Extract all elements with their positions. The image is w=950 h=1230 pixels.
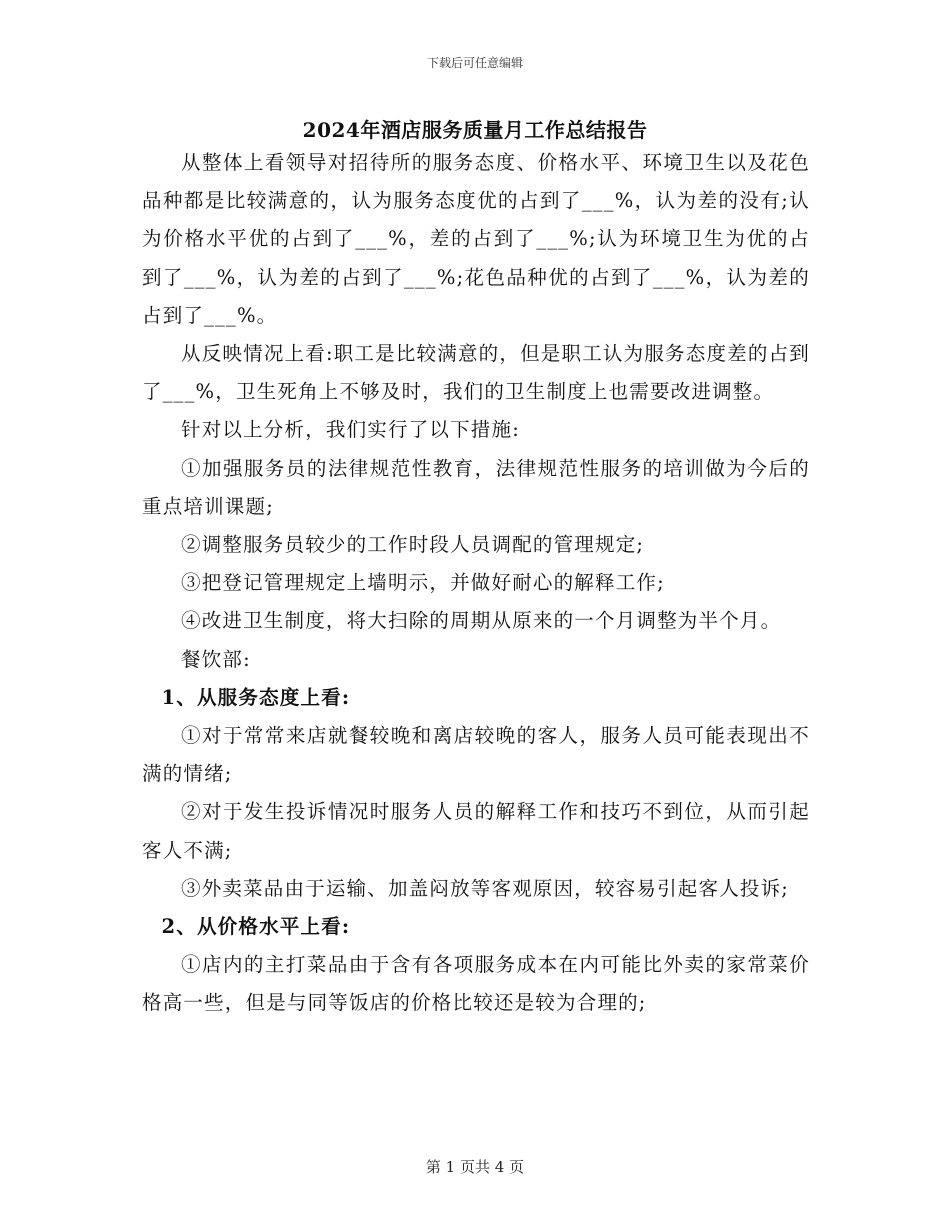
paragraph-measure-1: ①加强服务员的法律规范性教育，法律规范性服务的培训做为今后的重点培训课题; xyxy=(142,456,810,518)
paragraph-overall-evaluation: 从整体上看领导对招待所的服务态度、价格水平、环境卫生以及花色品种都是比较满意的，认为服务态度优的占到了___%，认为差的没有;认为价格水平优的占到了___%，差的占到了___%;认为环境卫生为优的占到了___%，认为差的占到了___%;花色品种优的占到了___%，认为差的占到了___%。 xyxy=(142,151,810,327)
paragraph-measure-4: ④改进卫生制度，将大扫除的周期从原来的一个月调整为半个月。 xyxy=(181,609,782,633)
paragraph-attitude-3: ③外卖菜品由于运输、加盖闷放等客观原因，较容易引起客人投诉; xyxy=(181,876,790,900)
heading-price-level: 2、从价格水平上看: xyxy=(161,915,351,939)
paragraph-feedback: 从反映情况上看:职工是比较满意的，但是职工认为服务态度差的占到了___%，卫生死角上不够及时，我们的卫生制度上也需要改进调整。 xyxy=(142,342,810,404)
heading-service-attitude: 1、从服务态度上看: xyxy=(161,685,351,709)
paragraph-price-1: ①店内的主打菜品由于含有各项服务成本在内可能比外卖的家常菜价格高一些，但是与同等饭店的价格比较还是较为合理的; xyxy=(142,953,810,1015)
paragraph-attitude-2: ②对于发生投诉情况时服务人员的解释工作和技巧不到位，从而引起客人不满; xyxy=(142,800,810,862)
document-title: 2024年酒店服务质量月工作总结报告 xyxy=(302,118,648,142)
paragraph-attitude-1: ①对于常常来店就餐较晚和离店较晚的客人，服务人员可能表现出不满的情绪; xyxy=(142,724,810,786)
page-number: 第 1 页共 4 页 xyxy=(425,1158,525,1176)
paragraph-catering-dept: 餐饮部: xyxy=(181,647,251,671)
paragraph-measure-3: ③把登记管理规定上墙明示，并做好耐心的解释工作; xyxy=(181,571,665,595)
document-body xyxy=(142,144,810,1023)
page-header-note: 下载后可任意编辑 xyxy=(426,56,523,70)
paragraph-measure-2: ②调整服务员较少的工作时段人员调配的管理规定; xyxy=(181,533,645,557)
paragraph-measures-intro: 针对以上分析，我们实行了以下措施: xyxy=(181,418,520,442)
